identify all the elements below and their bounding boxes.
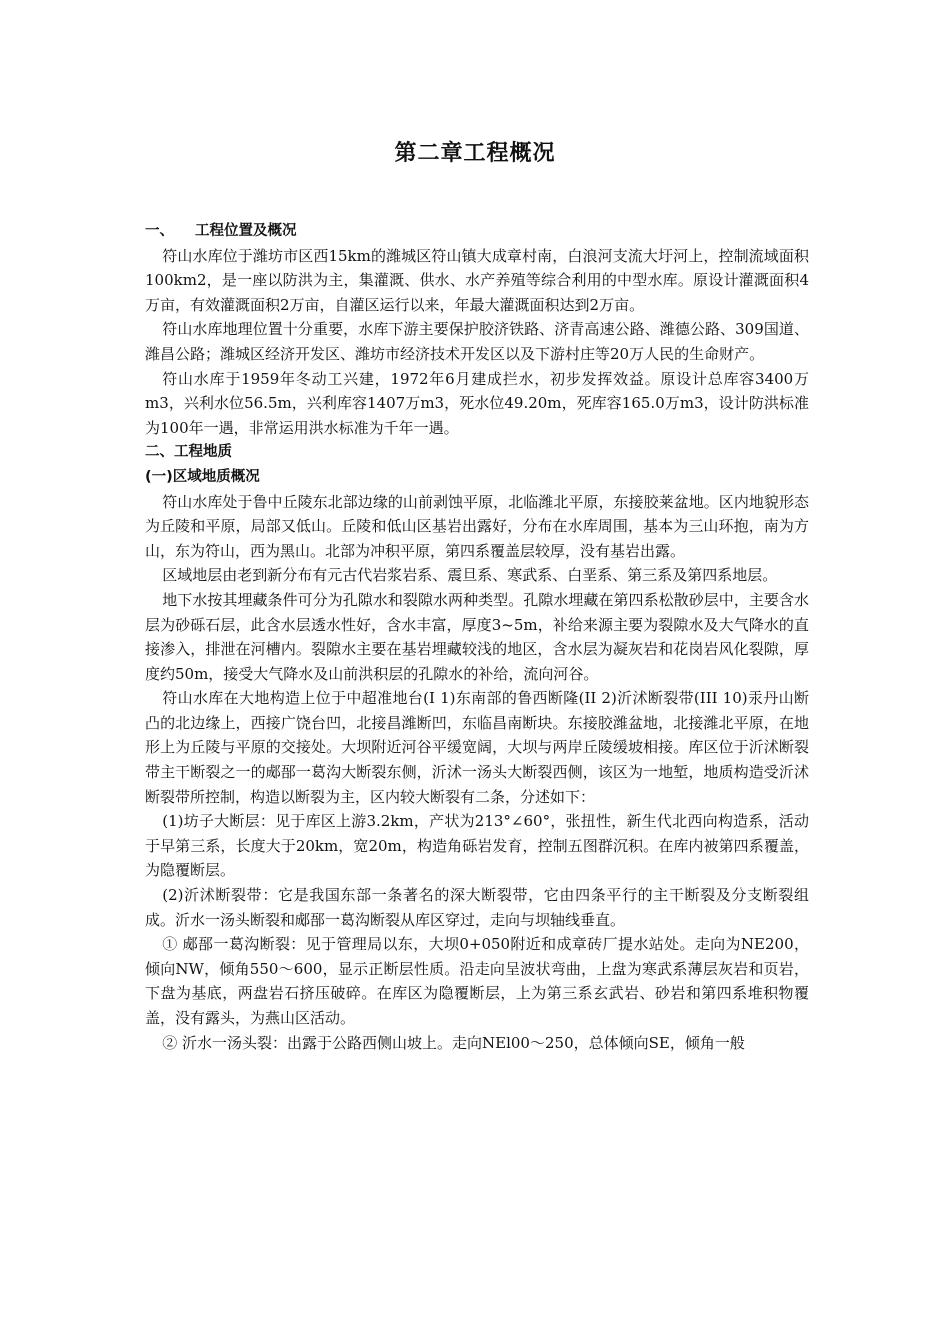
paragraph: 符山水库在大地构造上位于中超准地台(I 1)东南部的鲁西断隆(II 2)沂沭断裂带(III 10)汞丹山断凸的北边缘上，西接广饶台凹，北接昌潍断凹，东临昌南断块。东接胶潍盆地，北接潍北平原，在地形上为丘陵与平原的交接处。大坝附近河谷平缓宽阔，大坝与两岸丘陵缓坡相接。库区位于沂沭断裂带主干断裂之一的郕郚一葛沟大断裂东侧，沂沭一汤头大断裂西侧，该区为一地堑，地质构造受沂沭断裂带所控制，构造以断裂为主，区内较大断裂有二条，分述如下： (145, 689, 809, 806)
paragraph: ② 沂水一汤头裂：出露于公路西侧山坡上。走向NEl00～250，总体倾向SE，倾角一般 (162, 1033, 745, 1052)
paragraph: 符山水库于1959年冬动工兴建，1972年6月建成拦水，初步发挥效益。原设计总库容3400万m3，兴利水位56.5m，兴利库容1407万m3，死水位49.20m，死库容165.0万m3，设计防洪标准为100年一遇，非常运用洪水标准为千年一遇。 (145, 369, 809, 437)
paragraph: 区域地层由老到新分布有元古代岩浆岩系、震旦系、寒武系、白垩系、第三系及第四系地层。 (162, 566, 778, 585)
paragraph: ① 郕郚一葛沟断裂：见于管理局以东，大坝0+050附近和成章砖厂提水站处。走向为NE200，倾向NW，倾角550～600，显示正断层性质。沿走向呈波状弯曲，上盘为寒武系薄层灰岩和页岩，下盘为基底，两盘岩石挤压破碎。在库区为隐覆断层，上为第三系玄武岩、砂岩和第四系堆积物覆盖，没有露头，为燕山区活动。 (145, 935, 809, 1027)
document-body (145, 219, 809, 1055)
paragraph: 符山水库位于潍坊市区西15km的潍城区符山镇大成章村南，白浪河支流大圩河上，控制流域面积100km2，是一座以防洪为主，集灌溉、供水、水产养殖等综合利用的中型水库。原设计灌溉面积4万亩，有效灌溉面积2万亩，自灌区运行以来，年最大灌溉面积达到2万亩。 (145, 246, 809, 314)
section-heading-1 (145, 219, 809, 244)
page-title: 第二章工程概况 (394, 141, 556, 166)
section-heading-2: 二、工程地质 (145, 444, 232, 461)
section-number: 一、 (145, 223, 174, 239)
paragraph: (2)沂沭断裂带：它是我国东部一条著名的深大断裂带，它由四条平行的主干断裂及分支断裂组成。沂水一汤头断裂和郕郚一葛沟断裂从库区穿过，走向与坝轴线垂直。 (145, 886, 809, 929)
paragraph: 符山水库处于鲁中丘陵东北部边缘的山前剥蚀平原，北临潍北平原，东接胶莱盆地。区内地貌形态为丘陵和平原，局部又低山。丘陵和低山区基岩出露好，分布在水库周围，基本为三山环抱，南为方山，东为符山，西为黑山。北部为冲积平原，第四系覆盖层较厚，没有基岩出露。 (145, 492, 809, 560)
subsection-heading: (一)区域地质概况 (145, 468, 260, 485)
section-heading-text: 工程位置及概况 (195, 223, 297, 239)
paragraph: (1)坊子大断层：见于库区上游3.2km，产状为213°∠60°，张扭性，新生代北西向构造系，活动于早第三系，长度大于20km，宽20m，构造角砾岩发育，控制五图群沉积。在库内被第四系覆盖，为隐覆断层。 (145, 812, 809, 880)
paragraph: 符山水库地理位置十分重要，水库下游主要保护胶济铁路、济青高速公路、潍德公路、309国道、潍昌公路；潍城区经济开发区、潍坊市经济技术开发区以及下游村庄等20万人民的生命财产。 (145, 320, 809, 363)
paragraph: 地下水按其埋藏条件可分为孔隙水和裂隙水两种类型。孔隙水埋藏在第四系松散砂层中，主要含水层为砂砾石层，此含水层透水性好，含水丰富，厚度3~5m，补给来源主要为裂隙水及大气降水的直接渗入，排泄在河槽内。裂隙水主要在基岩埋藏较浅的地区，含水层为凝灰岩和花岗岩风化裂隙，厚度约50m，接受大气降水及山前洪积层的孔隙水的补给，流向河谷。 (145, 590, 809, 683)
